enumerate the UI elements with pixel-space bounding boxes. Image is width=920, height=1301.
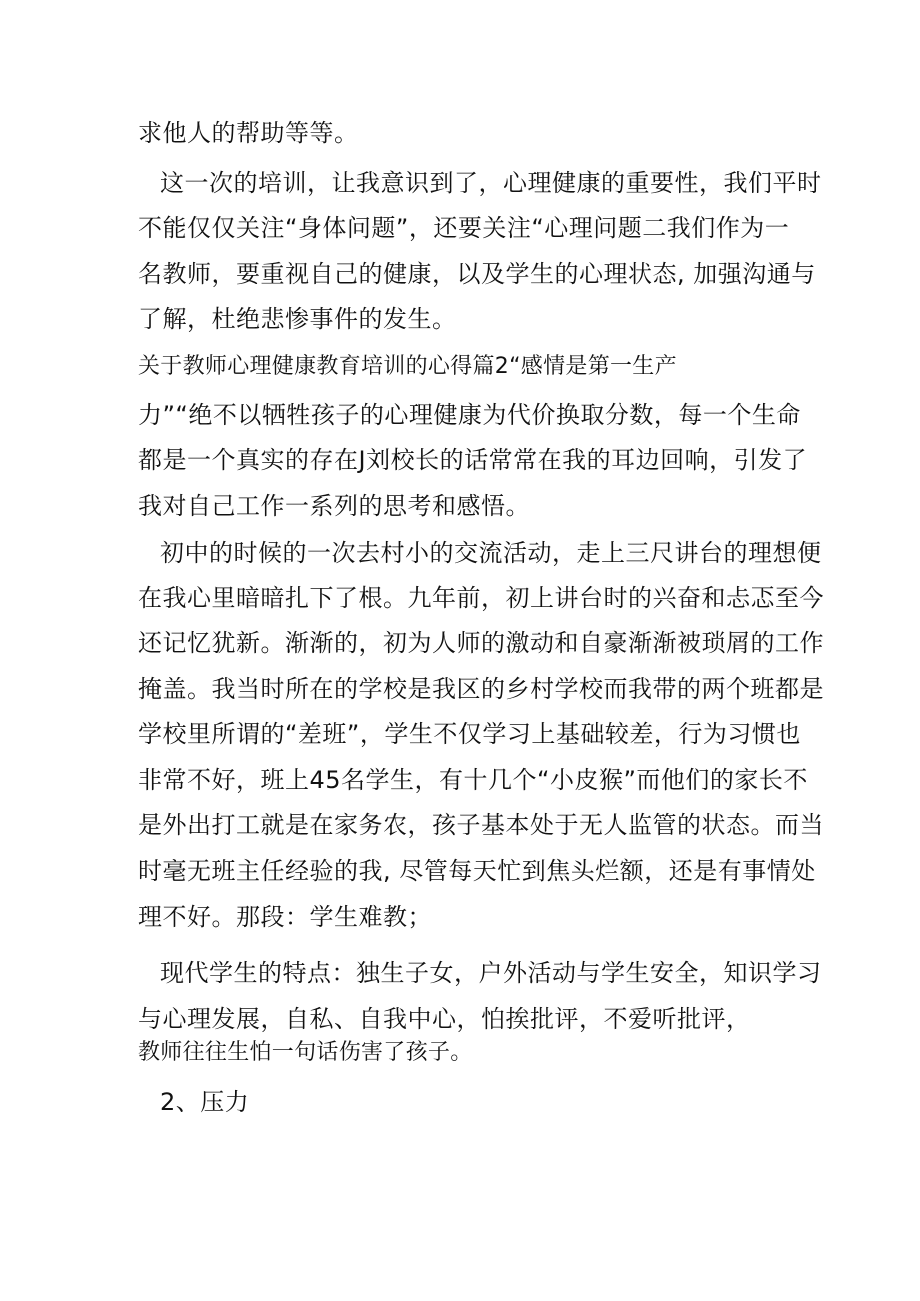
paragraph-4-line-1: 初中的时候的一次去村小的交流活动，走上三尺讲台的理想便	[160, 539, 822, 567]
paragraph-1-line-1: 求他人的帮助等等。	[138, 119, 359, 147]
paragraph-3-line-4: 我对自己工作一系列的思考和感悟。	[138, 492, 530, 520]
paragraph-4-line-5: 学校里所谓的“差班”，学生不仅学习上基础较差，行为习惯也	[138, 720, 801, 748]
paragraph-4-line-4: 掩盖。我当时所在的学校是我区的乡村学校而我带的两个班都是	[138, 675, 824, 703]
paragraph-4-line-2: 在我心里暗暗扎下了根。九年前，初上讲台时的兴奋和忐忑至今	[138, 584, 824, 612]
paragraph-5-line-3: 教师往往生怕一句话伤害了孩子。	[138, 1040, 473, 1065]
paragraph-3-line-2: 力”“绝不以牺牲孩子的心理健康为代价换取分数，每一个生命	[138, 401, 801, 429]
paragraph-5-line-2: 与心理发展，自私、自我中心，怕挨批评，不爱听批评，	[138, 1005, 751, 1033]
paragraph-4-line-3: 还记忆犹新。渐渐的，初为人师的激动和自豪渐渐被琐屑的工作	[138, 629, 824, 657]
paragraph-2-line-2: 不能仅仅关注“身体问题”，还要关注“心理问题二我们作为一	[138, 214, 790, 242]
paragraph-2-line-4: 了解，杜绝悲惨事件的发生。	[138, 305, 457, 333]
paragraph-3-line-1: 关于教师心理健康教育培训的心得篇2“感情是第一生产	[138, 354, 677, 379]
paragraph-2-line-3: 名教师，要重视自己的健康，以及学生的心理状态, 加强沟通与	[138, 260, 816, 288]
paragraph-5-line-1: 现代学生的特点：独生子女，户外活动与学生安全，知识学习	[160, 959, 822, 987]
paragraph-4-line-8: 时毫无班主任经验的我, 尽管每天忙到焦头烂额，还是有事情处	[138, 857, 816, 885]
paragraph-3-line-3: 都是一个真实的存在J刘校长的话常常在我的耳边回响，引发了	[138, 446, 808, 474]
paragraph-4-line-9: 理不好。那段：学生难教；	[138, 903, 432, 931]
section-heading-pressure: 2、压力	[160, 1088, 250, 1116]
paragraph-4-line-7: 是外出打工就是在家务农，孩子基本处于无人监管的状态。而当	[138, 811, 824, 839]
paragraph-2-line-1: 这一次的培训，让我意识到了，心理健康的重要性，我们平时	[160, 169, 822, 197]
paragraph-4-line-6: 非常不好，班上45名学生，有十几个“小皮猴”而他们的家长不	[138, 766, 808, 794]
